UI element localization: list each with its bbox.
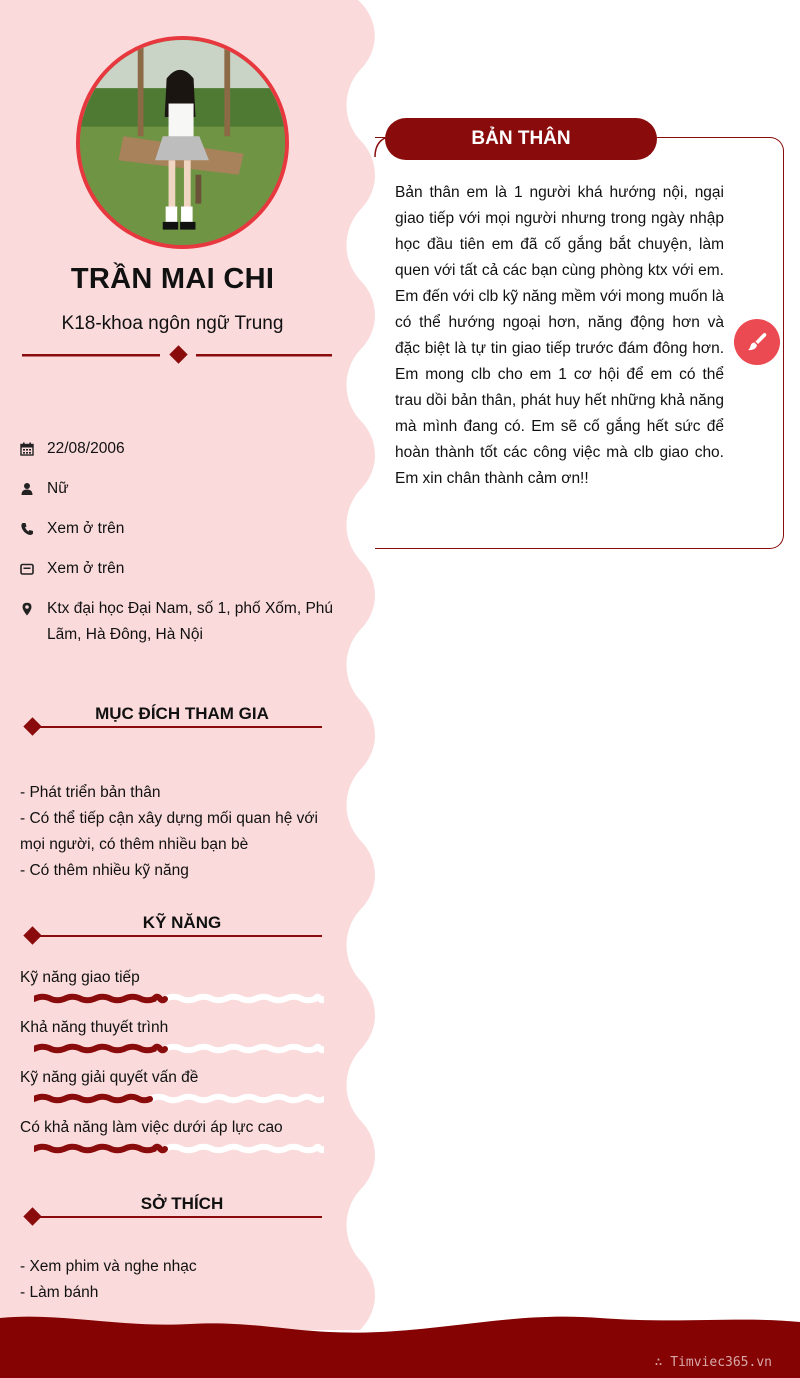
skill-level-bar — [34, 992, 324, 1006]
person-icon — [20, 476, 47, 502]
purpose-underline — [36, 726, 322, 728]
skill-item — [20, 1116, 330, 1166]
skill-item — [20, 1066, 330, 1116]
skills-title: KỸ NĂNG — [142, 913, 222, 932]
skill-item — [20, 966, 330, 1016]
skill-name: Kỹ năng giao tiếp — [20, 969, 140, 986]
hobbies-underline — [36, 1216, 322, 1218]
contact-email — [20, 556, 340, 596]
contact-address — [20, 596, 340, 648]
purpose-section-header — [22, 704, 322, 734]
list-item: - Xem phim và nghe nhạc — [20, 1258, 197, 1275]
hobbies-title: SỞ THÍCH — [140, 1194, 224, 1213]
phone-value: Xem ở trên — [47, 520, 125, 537]
candidate-subtitle: K18-khoa ngôn ngữ Trung — [61, 313, 284, 334]
calendar-icon — [20, 436, 47, 462]
address-value: Ktx đại học Đại Nam, số 1, phố Xốm, Phú Lãm, Hà Đông, Hà Nội — [47, 600, 334, 643]
envelope-icon — [20, 556, 47, 582]
watermark: ∴ Timviec365.vn — [654, 1355, 772, 1370]
skill-bar-track — [165, 1047, 324, 1051]
about-title: BẢN THÂN — [385, 118, 657, 160]
profile-photo — [80, 40, 285, 245]
map-marker-icon — [20, 596, 47, 622]
skill-level-bar — [34, 1042, 324, 1056]
candidate-name: TRẦN MAI CHI — [70, 263, 275, 295]
skill-name: Khả năng thuyết trình — [20, 1019, 169, 1036]
skill-name: Kỹ năng giải quyết vấn đề — [20, 1069, 199, 1086]
skill-item — [20, 1016, 330, 1066]
birthday-value: 22/08/2006 — [47, 440, 125, 457]
list-item: - Làm bánh — [20, 1284, 99, 1301]
skills-underline — [36, 935, 322, 937]
change-theme-button[interactable] — [734, 319, 780, 365]
skill-bar-track — [150, 1097, 324, 1101]
skills-section-header — [22, 913, 322, 943]
skill-bar-fill — [34, 1047, 165, 1051]
skill-level-bar — [34, 1092, 324, 1106]
email-value: Xem ở trên — [47, 560, 125, 577]
skill-name: Có khả năng làm việc dưới áp lực cao — [20, 1119, 283, 1136]
skill-bar-fill — [34, 1147, 165, 1151]
about-text: Bản thân em là 1 người khá hướng nội, ngại giao tiếp với mọi người nhưng trong ngày nhập học đầu tiên em đã cố gắng bắt chuyện, làm quen với tất cả các bạn cùng phòng ktx với em. Em đến với clb kỹ năng mềm với mong muốn là có thể hướng ngoại hơn, năng động hơn và đặc biệt là tự tin giao tiếp trước đám đông hơn. Em mong clb cho em 1 cơ hội để em có thể trau dồi bản thân, phát huy hết những khả năng mà mình đang có. Em sẽ cố gắng hết sức để hoàn thành tốt các công việc mà clb giao cho. Em xin chân thành cảm ơn!! — [395, 184, 724, 487]
contact-birthday — [20, 436, 340, 476]
list-item: - Có thể tiếp cận xây dựng mối quan hệ với mọi người, có thêm nhiều bạn bè — [20, 810, 318, 853]
gender-value: Nữ — [47, 480, 69, 497]
skill-bar-fill — [34, 1097, 150, 1101]
contact-info — [20, 436, 340, 648]
list-item: - Có thêm nhiều kỹ năng — [20, 862, 189, 879]
purpose-title: MỤC ĐÍCH THAM GIA — [95, 704, 269, 723]
phone-icon — [20, 516, 47, 542]
purpose-list — [20, 780, 330, 884]
hobbies-list — [20, 1254, 330, 1306]
skill-bar-fill — [34, 997, 165, 1001]
contact-gender — [20, 476, 340, 516]
skill-bar-track — [165, 997, 324, 1001]
avatar — [76, 36, 289, 249]
skill-level-bar — [34, 1142, 324, 1156]
name-divider — [22, 344, 332, 366]
paint-brush-icon — [746, 331, 768, 353]
skill-bar-track — [165, 1147, 324, 1151]
list-item: - Phát triển bản thân — [20, 784, 161, 801]
skills-list — [20, 966, 330, 1166]
contact-phone — [20, 516, 340, 556]
hobbies-section-header — [22, 1194, 322, 1224]
